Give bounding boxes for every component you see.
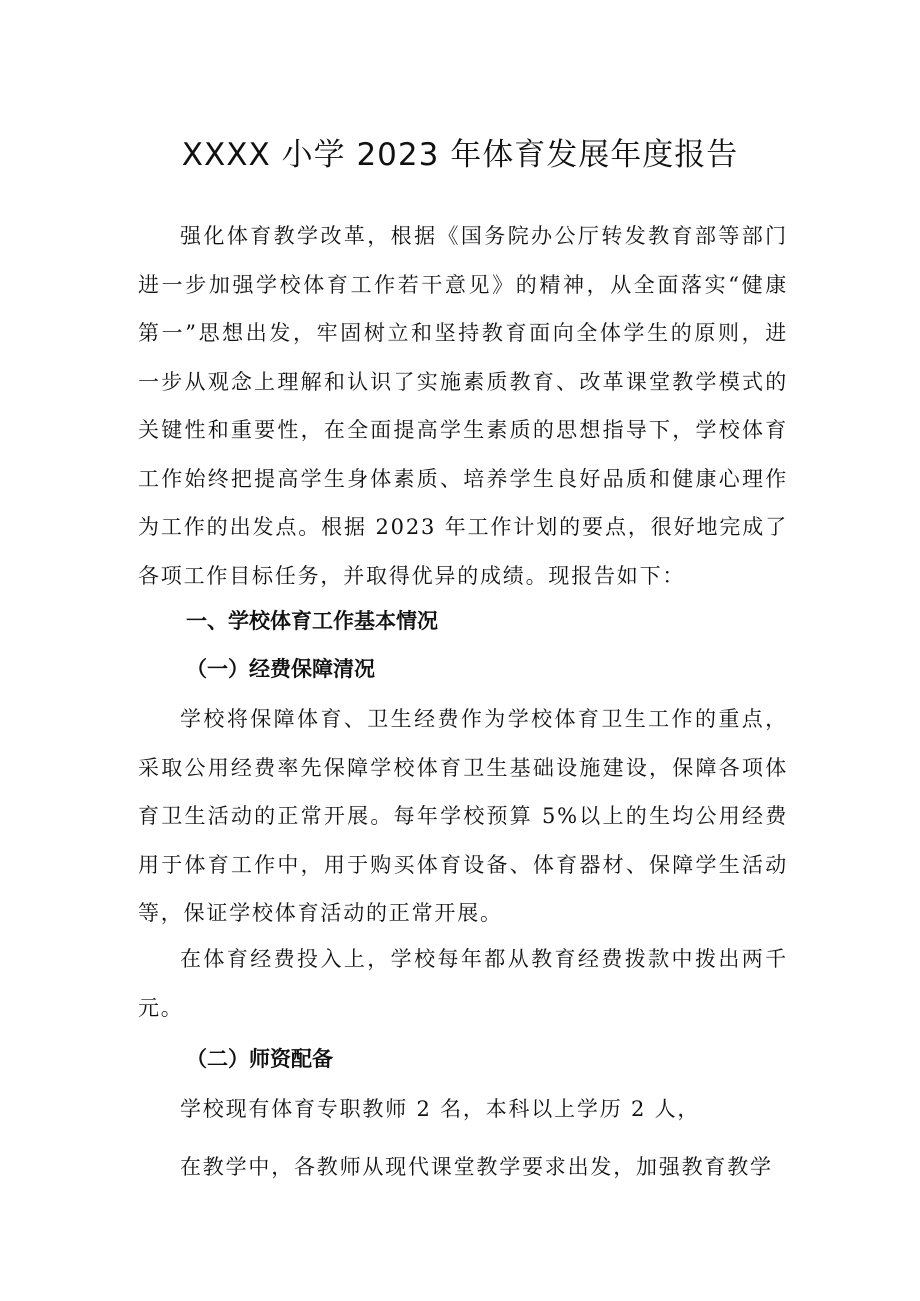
teachers-paragraph: 学校现有体育专职教师 2 名，本科以上学历 2 人， [180,1097,701,1121]
funding-investment-paragraph: 在体育经费投入上，学校每年都从教育经费拨款中拨出两千元。 [138,947,788,1020]
subsection-heading-teachers: （二）师资配备 [186,1047,333,1071]
section-heading-basic-situation: 一、学校体育工作基本情况 [186,609,438,633]
funding-paragraph: 学校将保障体育、卫生经费作为学校体育卫生工作的重点，采取公用经费率先保障学校体育卫生基础设施建设，保障各项体育卫生活动的正常开展。每年学校预算 5%以上的生均公用经费用于体育工作中，用于购买体育设备、体育器材、保障学生活动等，保证学校体育活动的正常开展。 [138,707,788,925]
subsection-heading-funding: （一）经费保障清况 [186,657,375,681]
teaching-paragraph: 在教学中，各教师从现代课堂教学要求出发，加强教育教学 [180,1155,773,1179]
document-title: XXXX 小学 2023 年体育发展年度报告 [181,136,739,173]
intro-paragraph: 强化体育教学改革，根据《国务院办公厅转发教育部等部门进一步加强学校体育工作若干意见》的精神，从全面落实“健康第一”思想出发，牢固树立和坚持教育面向全体学生的原则，进一步从观念上理解和认识了实施素质教育、改革课堂教学模式的关键性和重要性，在全面提高学生素质的思想指导下，学校体育工作始终把提高学生身体素质、培养学生良好品质和健康心理作为工作的出发点。根据 2023 年工作计划的要点，很好地完成了各项工作目标任务，并取得优异的成绩。现报告如下： [138,224,788,588]
